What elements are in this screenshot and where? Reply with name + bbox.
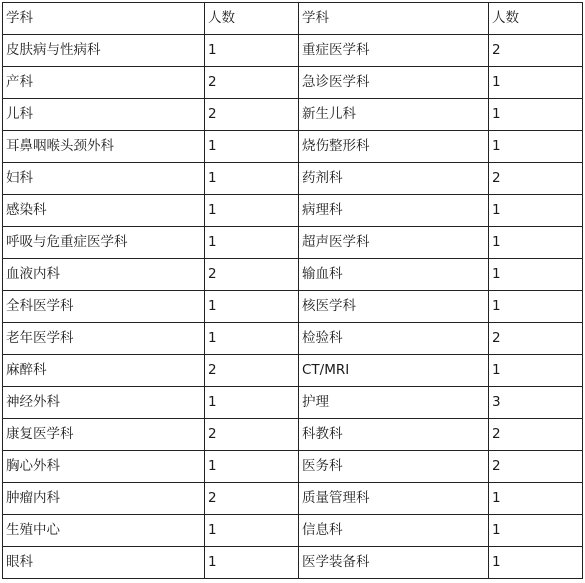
count-left-cell: 1	[205, 195, 299, 227]
count-right-cell: 1	[489, 355, 583, 387]
subject-right-cell: 护理	[299, 387, 489, 419]
subject-left-cell: 产科	[3, 67, 205, 99]
subject-left-cell: 呼吸与危重症医学科	[3, 227, 205, 259]
count-right-cell: 2	[489, 451, 583, 483]
table-row	[3, 35, 583, 67]
table-row	[3, 387, 583, 419]
subject-right-cell: 核医学科	[299, 291, 489, 323]
subject-left-cell: 胸心外科	[3, 451, 205, 483]
header-subject-left: 学科	[3, 3, 205, 35]
subject-left-cell: 生殖中心	[3, 515, 205, 547]
subject-left-cell: 感染科	[3, 195, 205, 227]
count-left-cell: 2	[205, 355, 299, 387]
table-row	[3, 355, 583, 387]
subject-right-cell: CT/MRI	[299, 355, 489, 387]
subject-right-cell: 急诊医学科	[299, 67, 489, 99]
subject-right-cell: 药剂科	[299, 163, 489, 195]
table-body	[3, 35, 583, 579]
subject-left-cell: 皮肤病与性病科	[3, 35, 205, 67]
count-right-cell: 1	[489, 67, 583, 99]
count-right-cell: 2	[489, 419, 583, 451]
count-left-cell: 1	[205, 163, 299, 195]
subject-right-cell: 医务科	[299, 451, 489, 483]
table-row	[3, 67, 583, 99]
subject-left-cell: 康复医学科	[3, 419, 205, 451]
subject-right-cell: 超声医学科	[299, 227, 489, 259]
subject-left-cell: 肿瘤内科	[3, 483, 205, 515]
header-subject-right: 学科	[299, 3, 489, 35]
subject-right-cell: 科教科	[299, 419, 489, 451]
subject-right-cell: 检验科	[299, 323, 489, 355]
subject-left-cell: 眼科	[3, 547, 205, 579]
count-right-cell: 1	[489, 515, 583, 547]
header-count-left: 人数	[205, 3, 299, 35]
subject-left-cell: 老年医学科	[3, 323, 205, 355]
table-row	[3, 99, 583, 131]
subject-left-cell: 耳鼻咽喉头颈外科	[3, 131, 205, 163]
count-left-cell: 2	[205, 483, 299, 515]
count-right-cell: 1	[489, 99, 583, 131]
count-left-cell: 1	[205, 387, 299, 419]
count-left-cell: 1	[205, 451, 299, 483]
subject-right-cell: 信息科	[299, 515, 489, 547]
table-row	[3, 195, 583, 227]
count-right-cell: 1	[489, 259, 583, 291]
count-right-cell: 3	[489, 387, 583, 419]
staffing-table	[2, 2, 583, 579]
count-left-cell: 2	[205, 67, 299, 99]
count-right-cell: 1	[489, 227, 583, 259]
count-left-cell: 1	[205, 131, 299, 163]
table-row	[3, 227, 583, 259]
subject-right-cell: 质量管理科	[299, 483, 489, 515]
count-right-cell: 2	[489, 323, 583, 355]
count-left-cell: 1	[205, 515, 299, 547]
table-row	[3, 291, 583, 323]
subject-left-cell: 神经外科	[3, 387, 205, 419]
count-left-cell: 2	[205, 259, 299, 291]
count-right-cell: 1	[489, 483, 583, 515]
subject-right-cell: 医学装备科	[299, 547, 489, 579]
subject-left-cell: 血液内科	[3, 259, 205, 291]
count-right-cell: 1	[489, 291, 583, 323]
count-right-cell: 1	[489, 131, 583, 163]
subject-right-cell: 新生儿科	[299, 99, 489, 131]
header-count-right: 人数	[489, 3, 583, 35]
table-row	[3, 547, 583, 579]
table-row	[3, 163, 583, 195]
subject-right-cell: 重症医学科	[299, 35, 489, 67]
count-left-cell: 1	[205, 291, 299, 323]
subject-left-cell: 儿科	[3, 99, 205, 131]
count-right-cell: 2	[489, 35, 583, 67]
subject-left-cell: 麻醉科	[3, 355, 205, 387]
count-right-cell: 2	[489, 163, 583, 195]
count-right-cell: 1	[489, 547, 583, 579]
count-left-cell: 1	[205, 227, 299, 259]
count-left-cell: 1	[205, 547, 299, 579]
count-left-cell: 1	[205, 35, 299, 67]
table-row	[3, 419, 583, 451]
table-row	[3, 515, 583, 547]
subject-right-cell: 病理科	[299, 195, 489, 227]
count-left-cell: 1	[205, 323, 299, 355]
table-row	[3, 323, 583, 355]
count-left-cell: 2	[205, 99, 299, 131]
subject-left-cell: 全科医学科	[3, 291, 205, 323]
subject-left-cell: 妇科	[3, 163, 205, 195]
table-row	[3, 483, 583, 515]
count-left-cell: 2	[205, 419, 299, 451]
table-row	[3, 451, 583, 483]
table-row	[3, 259, 583, 291]
table-row	[3, 131, 583, 163]
subject-right-cell: 烧伤整形科	[299, 131, 489, 163]
count-right-cell: 1	[489, 195, 583, 227]
table-header-row	[3, 3, 583, 35]
subject-right-cell: 输血科	[299, 259, 489, 291]
